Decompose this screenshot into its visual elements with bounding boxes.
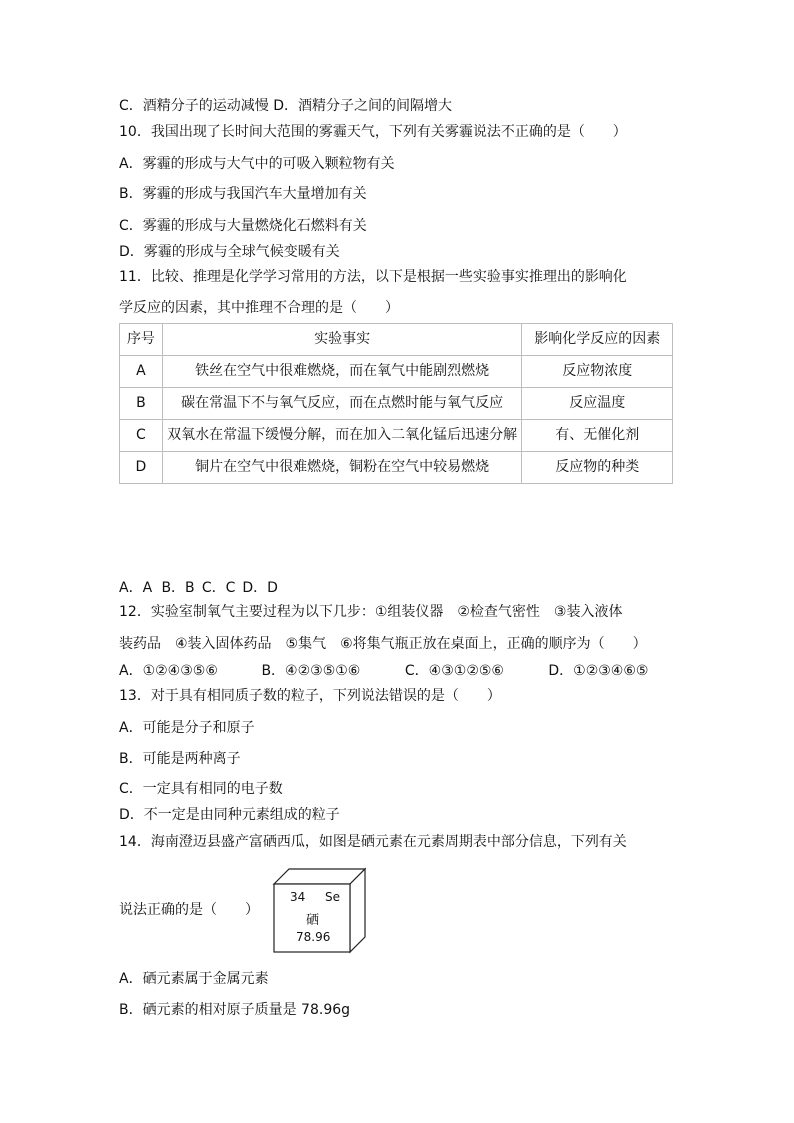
atomic-number: 34	[290, 890, 306, 904]
table-row	[120, 452, 673, 484]
header-index: 序号	[120, 324, 163, 356]
q9-options-cd: C．酒精分子的运动减慢 D．酒精分子之间的间隔增大	[119, 98, 453, 114]
header-factor: 影响化学反应的因素	[522, 324, 673, 356]
q10-option-a: A．雾霾的形成与大气中的可吸入颗粒物有关	[119, 156, 395, 172]
table-row	[120, 356, 673, 388]
element-symbol: Se	[325, 890, 340, 904]
row-fact: 双氧水在常温下缓慢分解，而在加入二氧化锰后迅速分解	[162, 420, 522, 452]
header-fact: 实验事实	[162, 324, 522, 356]
q12-option-b: B．④②③⑤①⑥	[261, 663, 361, 679]
q11-stem-line2: 学反应的因素，其中推理不合理的是（ ）	[119, 300, 399, 316]
q12-options	[119, 662, 648, 680]
q12-stem-line2: 装药品 ④装入固体药品 ⑤集气 ⑥将集气瓶正放在桌面上，正确的顺序为（ ）	[119, 636, 647, 652]
periodic-element-tile	[270, 865, 370, 955]
q11-option-a: A．A	[119, 580, 153, 596]
row-factor: 反应物浓度	[522, 356, 673, 388]
atomic-mass: 78.96	[296, 930, 331, 944]
q13-option-c: C．一定具有相同的电子数	[119, 781, 283, 797]
q11-option-b: B．B	[161, 580, 195, 596]
q12-option-a: A．①②④③⑤⑥	[119, 663, 218, 679]
table-row	[120, 388, 673, 420]
q12-option-c: C．④③①②⑤⑥	[404, 663, 504, 679]
q12-stem-line1: 12．实验室制氧气主要过程为以下几步：①组装仪器 ②检查气密性 ③装入液体	[119, 604, 623, 620]
q11-options	[119, 579, 278, 597]
element-name: 硒	[306, 913, 320, 928]
row-index: D	[120, 452, 163, 484]
q10-option-c: C．雾霾的形成与大量燃烧化石燃料有关	[119, 218, 367, 234]
q14-stem-line1: 14．海南澄迈县盛产富硒西瓜，如图是硒元素在元素周期表中部分信息，下列有关	[119, 834, 627, 850]
q10-option-d: D．雾霾的形成与全球气候变暖有关	[119, 244, 340, 260]
row-fact: 铁丝在空气中很难燃烧，而在氧气中能剧烈燃烧	[162, 356, 522, 388]
q14-option-b: B．硒元素的相对原子质量是 78.96g	[119, 1002, 351, 1018]
row-index: B	[120, 388, 163, 420]
q13-option-d: D．不一定是由同种元素组成的粒子	[119, 807, 340, 823]
q12-option-d: D．①②③④⑥⑤	[548, 663, 649, 679]
experiment-table	[119, 323, 673, 484]
q11-option-d: D．D	[242, 580, 278, 596]
row-fact: 铜片在空气中很难燃烧，铜粉在空气中较易燃烧	[162, 452, 522, 484]
q11-stem-line1: 11．比较、推理是化学学习常用的方法，以下是根据一些实验事实推理出的影响化	[119, 269, 627, 285]
table-header-row	[120, 324, 673, 356]
row-factor: 反应温度	[522, 388, 673, 420]
row-factor: 反应物的种类	[522, 452, 673, 484]
q10-stem: 10．我国出现了长时间大范围的雾霾天气，下列有关雾霾说法不正确的是（ ）	[119, 124, 627, 140]
q13-option-b: B．可能是两种离子	[119, 751, 241, 767]
q13-stem: 13．对于具有相同质子数的粒子，下列说法错误的是（ ）	[119, 688, 501, 704]
q14-stem-line2: 说法正确的是（ ）	[119, 902, 259, 918]
row-fact: 碳在常温下不与氧气反应，而在点燃时能与氧气反应	[162, 388, 522, 420]
q11-option-c: C．C	[201, 580, 236, 596]
q10-option-b: B．雾霾的形成与我国汽车大量增加有关	[119, 186, 367, 202]
q14-option-a: A．硒元素属于金属元素	[119, 971, 269, 987]
row-index: C	[120, 420, 163, 452]
table-row	[120, 420, 673, 452]
q13-option-a: A．可能是分子和原子	[119, 720, 255, 736]
row-index: A	[120, 356, 163, 388]
row-factor: 有、无催化剂	[522, 420, 673, 452]
